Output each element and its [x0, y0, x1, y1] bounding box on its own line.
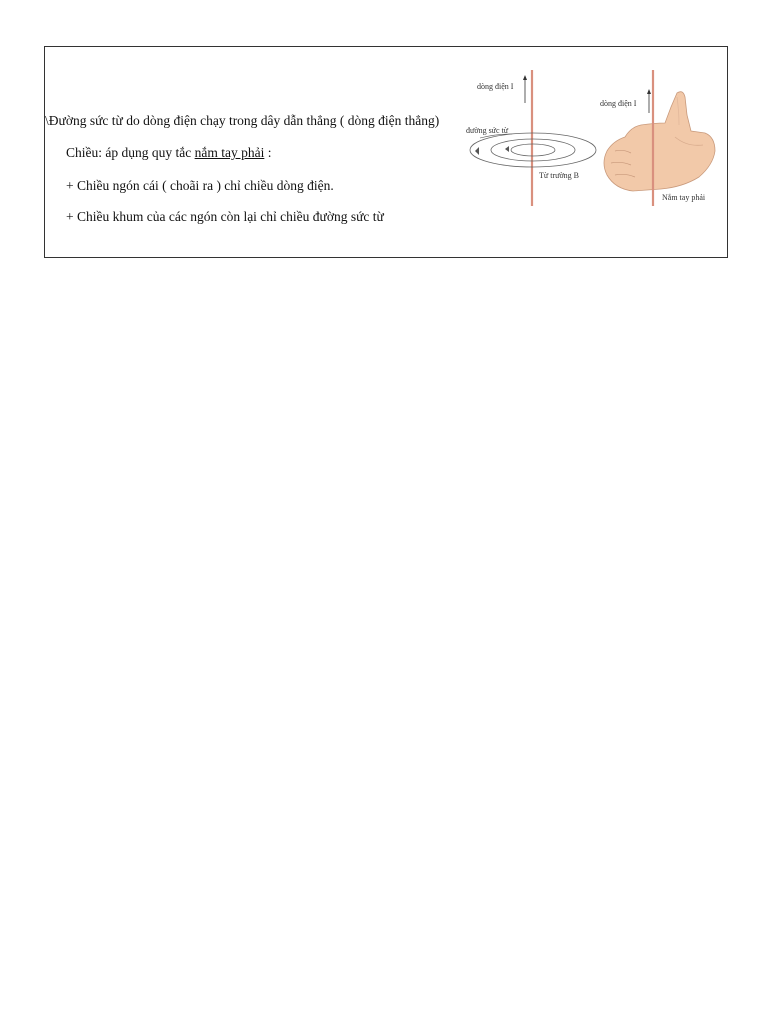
figure-svg [465, 67, 727, 212]
fingers-rule-line: + Chiều khum của các ngón còn lại chỉ chiều đường sức từ [66, 209, 384, 224]
label-current-left: dòng điện I [477, 82, 514, 91]
left-current-arrowhead [523, 75, 527, 80]
rule-prefix: Chiều: áp dụng quy tắc [66, 145, 195, 160]
rule-line [66, 145, 271, 161]
field-direction-arrowhead [475, 147, 479, 155]
label-right-hand: Nắm tay phải [662, 193, 706, 202]
thumb-rule-line: + Chiều ngón cái ( choãi ra ) chỉ chiều dòng điện. [66, 178, 334, 193]
field-direction-arrowhead-inner [505, 146, 509, 152]
right-hand-rule-figure [465, 67, 727, 212]
right-current-arrowhead [647, 89, 651, 94]
label-current-right: dòng điện I [600, 99, 637, 108]
label-field-b: Từ trường B [539, 171, 580, 180]
content-box [44, 46, 728, 258]
heading-line: \Đường sức từ do dòng điện chạy trong dây dẫn thẳng ( dòng điện thẳng) [45, 113, 440, 128]
rule-suffix: : [264, 145, 272, 160]
label-field-lines: đường sức từ [466, 126, 509, 135]
rule-name: nắm tay phải [194, 145, 265, 160]
